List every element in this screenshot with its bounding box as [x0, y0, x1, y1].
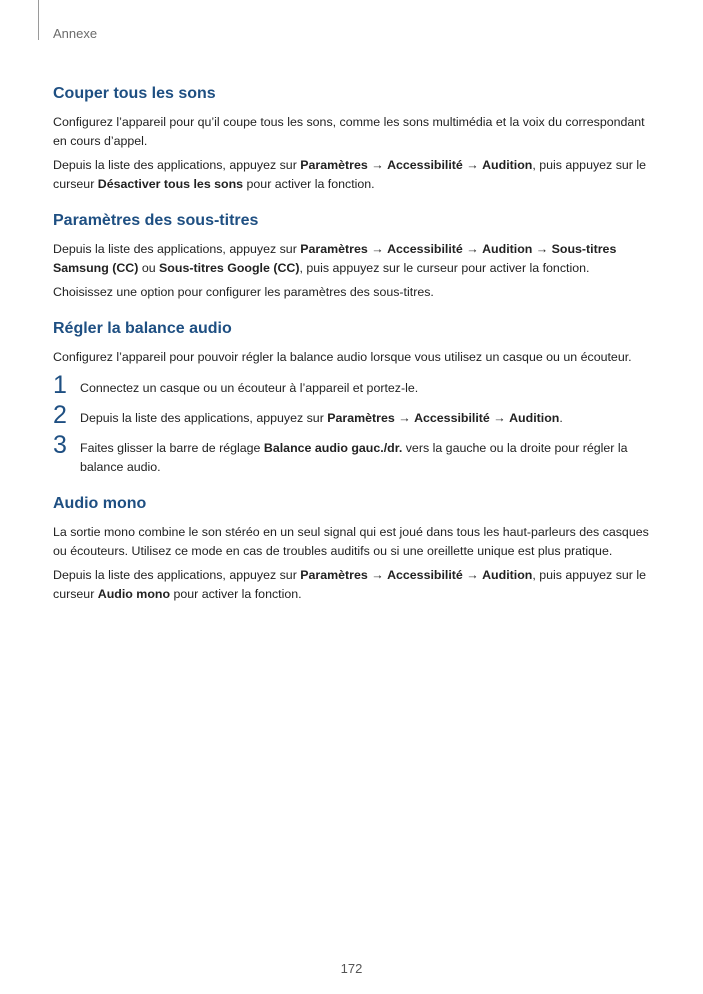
- page-number: 172: [340, 961, 363, 976]
- section-mute-all-sounds: [53, 84, 653, 194]
- step-item: [53, 401, 653, 429]
- paragraph: Configurez l’appareil pour pouvoir régler la balance audio lorsque vous utilisez un casque ou un écouteur.: [53, 350, 632, 364]
- menu-path-accessibility: Accessibilité: [414, 411, 490, 425]
- section-title: Paramètres des sous-titres: [53, 212, 259, 229]
- step-number: 1: [53, 371, 67, 399]
- option-balance-slider: Balance audio gauc./dr.: [263, 441, 403, 455]
- menu-path-hearing: Audition: [482, 242, 533, 256]
- menu-path-hearing: Audition: [509, 411, 560, 425]
- header-divider: [38, 0, 39, 40]
- paragraph: La sortie mono combine le son stéréo en un seul signal qui est joué dans tous les haut-parleurs des casques ou écouteurs. Utilisez ce mode en cas de troubles auditifs ou si une oreillette unique est plus pratique.: [53, 525, 649, 558]
- menu-path-settings: Paramètres: [327, 411, 395, 425]
- option-mute-all-sounds: Désactiver tous les sons: [97, 177, 244, 191]
- section-subtitles-settings: [53, 211, 653, 302]
- step-text: Faites glisser la barre de réglage Balance audio gauc./dr. vers la gauche ou la droite pour régler la balance audio.: [80, 441, 628, 474]
- menu-path-hearing: Audition: [482, 568, 533, 582]
- menu-path-accessibility: Accessibilité: [387, 158, 463, 172]
- step-text: Depuis la liste des applications, appuyez sur Paramètres → Accessibilité → Audition.: [80, 411, 563, 425]
- paragraph: Configurez l’appareil pour qu’il coupe tous les sons, comme les sons multimédia et la voix du correspondant en cours d’appel.: [53, 115, 645, 148]
- paragraph: Depuis la liste des applications, appuyez sur Paramètres → Accessibilité → Audition, puis appuyez sur le curseur Désactiver tous les sons pour activer la fonction.: [53, 158, 646, 191]
- step-number: 2: [53, 401, 67, 429]
- menu-path-hearing: Audition: [482, 158, 533, 172]
- step-item: [53, 431, 653, 477]
- section-title: Audio mono: [53, 495, 147, 512]
- section-mono-audio: [53, 494, 653, 604]
- menu-path-settings: Paramètres: [300, 158, 368, 172]
- section-audio-balance: [53, 319, 653, 477]
- option-samsung-subtitles: Sous-titres Samsung (CC): [53, 242, 617, 275]
- menu-path-accessibility: Accessibilité: [387, 568, 463, 582]
- step-text: Connectez un casque ou un écouteur à l’appareil et portez-le.: [80, 381, 419, 395]
- option-mono-audio: Audio mono: [97, 587, 171, 601]
- menu-path-settings: Paramètres: [300, 242, 368, 256]
- header-label: Annexe: [53, 26, 98, 41]
- section-title: Couper tous les sons: [53, 85, 216, 102]
- paragraph: Choisissez une option pour configurer les paramètres des sous-titres.: [53, 285, 434, 299]
- steps-list: [53, 371, 653, 477]
- step-item: [53, 371, 653, 399]
- page-content: [53, 84, 653, 621]
- paragraph: Depuis la liste des applications, appuyez sur Paramètres → Accessibilité → Audition → Sous-titres Samsung (CC) ou Sous-titres Google (CC), puis appuyez sur le curseur pour activer la fonction.: [53, 242, 617, 275]
- step-number: 3: [53, 431, 67, 459]
- paragraph: Depuis la liste des applications, appuyez sur Paramètres → Accessibilité → Audition, puis appuyez sur le curseur Audio mono pour activer la fonction.: [53, 568, 646, 601]
- menu-path-settings: Paramètres: [300, 568, 368, 582]
- option-google-subtitles: Sous-titres Google (CC): [159, 261, 300, 275]
- section-title: Régler la balance audio: [53, 320, 232, 337]
- menu-path-accessibility: Accessibilité: [387, 242, 463, 256]
